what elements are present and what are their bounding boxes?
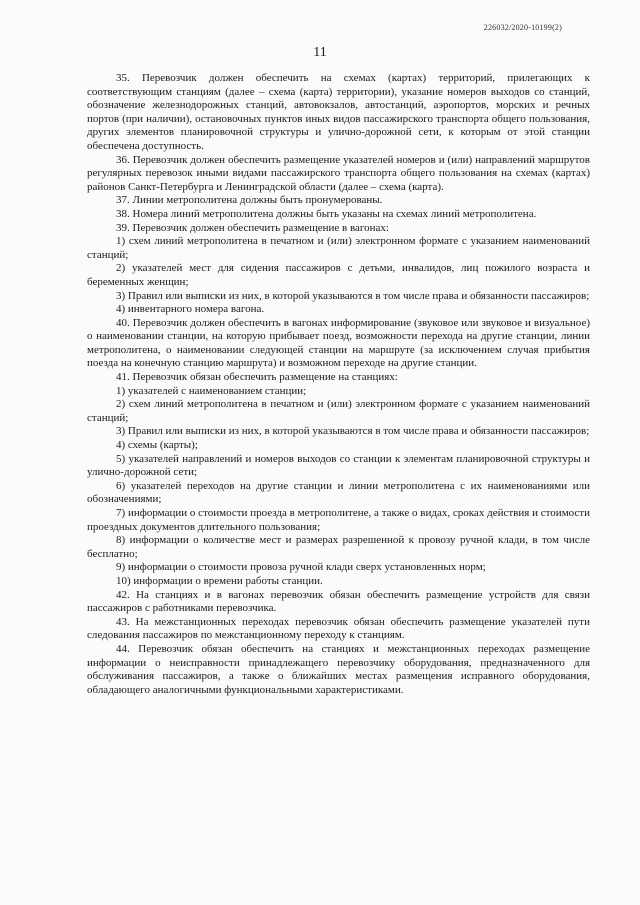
list-item-39-4: 4) инвентарного номера вагона.: [116, 303, 265, 316]
paragraph-43: 43. На межстанционных переходах перевозчик обязан обеспечить размещение указателей пути следования пассажиров по межстанционному переходу к станциям.: [87, 615, 590, 642]
paragraph-39: 39. Перевозчик должен обеспечить размещение в вагонах:: [116, 221, 389, 234]
page-number: 11: [313, 45, 327, 60]
list-item-41-9: 9) информации о стоимости провоза ручной клади сверх установленных норм;: [116, 561, 486, 574]
list-item-41-1: 1) указателей с наименованием станции;: [116, 384, 307, 397]
list-item-39-2: 2) указателей мест для сидения пассажиров с детьми, инвалидов, лиц пожилого возраста и беременных женщин;: [87, 262, 590, 288]
list-item-41-8: 8) информации о количестве мест и размерах разрешенной к провозу ручной клади, в том числе бесплатно;: [87, 534, 590, 560]
list-item-41-4: 4) схемы (карты);: [116, 439, 198, 452]
document-registration-number: 226032/2020-10199(2): [483, 23, 562, 32]
list-item-41-10: 10) информации о времени работы станции.: [116, 574, 323, 587]
list-item-41-6: 6) указателей переходов на другие станции и линии метрополитена с их наименованиями или обозначениями;: [87, 479, 590, 506]
paragraph-37: 37. Линии метрополитена должны быть пронумерованы.: [116, 194, 383, 207]
list-item-39-3: 3) Правил или выписки из них, в которой указываются в том числе права и обязанности пассажиров;: [116, 289, 590, 302]
paragraph-42: 42. На станциях и в вагонах перевозчик обязан обеспечить размещение устройств для связи пассажиров с работниками перевозчика.: [87, 588, 590, 615]
list-item-41-7: 7) информации о стоимости проезда в метрополитене, а также о видах, сроках действия и стоимости проездных документов длительного пользования;: [87, 507, 590, 533]
list-item-41-5: 5) указателей направлений и номеров выходов со станции к элементам планировочной структуры и улично-дорожной сети;: [87, 452, 590, 479]
paragraph-40: 40. Перевозчик должен обеспечить в вагонах информирование (звуковое или звуковое и визуальное) о наименовании станции, на которую прибывает поезд, возможности перехода на другие станции, линии метрополитена, о наименовании следующей станции на маршруте (за исключением случая прибытия поезда на конечную станцию маршрута) и возможном переходе на другие станции.: [87, 316, 590, 370]
paragraph-44: 44. Перевозчик обязан обеспечить на станциях и межстанционных переходах размещение информации о неисправности принадлежащего перевозчику оборудования, предназначенного для обслуживания пассажиров, а также о ближайших местах размещения исправного оборудования, обладающего аналогичными функциональными характеристиками.: [87, 642, 590, 696]
list-item-41-3: 3) Правил или выписки из них, в которой указываются в том числе права и обязанности пассажиров;: [116, 425, 590, 438]
list-item-41-2: 2) схем линий метрополитена в печатном и (или) электронном формате с указанием наименований станций;: [87, 398, 590, 424]
list-item-39-1: 1) схем линий метрополитена в печатном и (или) электронном формате с указанием наименований станций;: [87, 235, 590, 261]
document-body: [87, 72, 590, 697]
paragraph-36: 36. Перевозчик должен обеспечить размещение указателей номеров и (или) направлений маршрутов регулярных перевозок иными видами пассажирского транспорта общего пользования на схемах (картах) районов Санкт-Петербурга и Ленинградской области (далее – схема (карта).: [87, 153, 590, 193]
paragraph-35: 35. Перевозчик должен обеспечить на схемах (картах) территорий, прилегающих к соответствующим станциям (далее – схема (карта) территории), указание номеров выходов со станций, обозначение железнодорожных станций, автовокзалов, автостанций, аэропортов, морских и речных портов (при наличии), остановочных пунктов иных видов пассажирского транспорта общего пользования, других элементов планировочной структуры и улично-дорожной сети, к которым от этой станции обеспечена доступность.: [87, 72, 590, 152]
paragraph-41: 41. Перевозчик обязан обеспечить размещение на станциях:: [116, 371, 398, 384]
paragraph-38: 38. Номера линий метрополитена должны быть указаны на схемах линий метрополитена.: [116, 207, 537, 220]
